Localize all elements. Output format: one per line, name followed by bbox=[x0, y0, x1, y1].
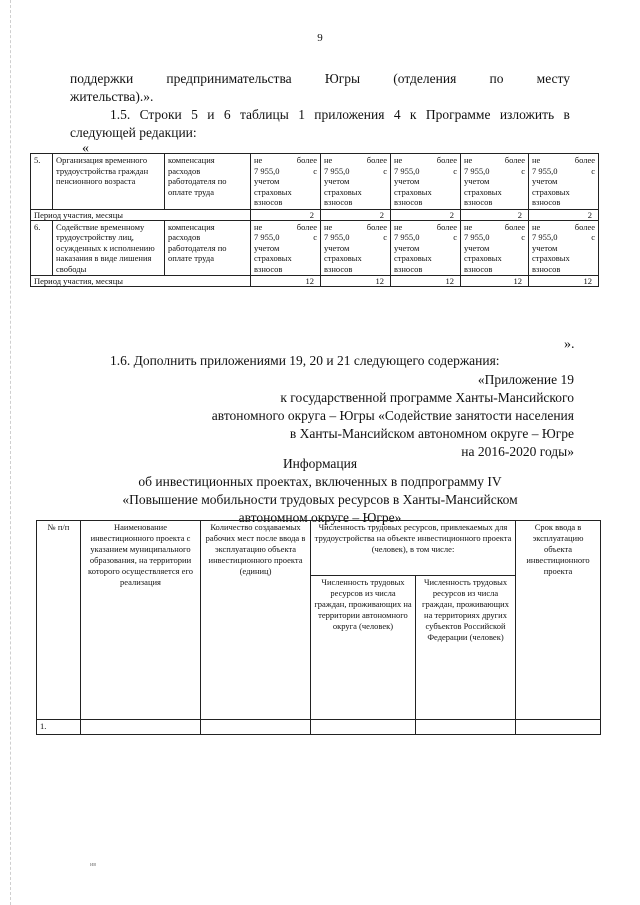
table-row bbox=[37, 720, 601, 735]
table-row bbox=[31, 154, 599, 210]
table-header-row bbox=[37, 521, 601, 576]
footer-stamp: ив bbox=[90, 862, 97, 868]
table-cell bbox=[311, 720, 416, 735]
page-edge bbox=[10, 0, 11, 905]
value-cell: не более 7 955,0 с учетом страховых взносов bbox=[529, 220, 599, 276]
table-cell bbox=[81, 720, 201, 735]
col-workers: Численность трудовых ресурсов, привлекаемых для трудоустройства на объекте инвестиционного проекта (человек), в том числе: bbox=[311, 521, 516, 576]
value-cell: не более 7 955,0 с учетом страховых взносов bbox=[391, 154, 461, 210]
intro-paragraph bbox=[70, 70, 570, 142]
period-row: Период участия, месяцы 12 12 12 12 12 bbox=[31, 276, 599, 287]
intro-line-2: жительства).». bbox=[70, 89, 154, 104]
value-cell: не более 7 955,0 с учетом страховых взносов bbox=[321, 220, 391, 276]
quote-close: ». bbox=[564, 337, 575, 352]
table-cell bbox=[416, 720, 516, 735]
table-row bbox=[31, 220, 599, 276]
value-cell: не более 7 955,0 с учетом страховых взносов bbox=[251, 220, 321, 276]
row-name: Содействие временному трудоустройству лиц, осужденных к исполнению наказания в виде лишения свободы bbox=[53, 220, 165, 276]
intro-line-4: следующей редакции: bbox=[70, 125, 197, 140]
row-number: 5. bbox=[31, 154, 53, 210]
row-measure: компенсация расходов работодателя по оплате труда bbox=[165, 154, 251, 210]
appendix-header: «Приложение 19 к государственной программе Ханты-Мансийского автономного округа – Югры «Содействие занятости населения в Ханты-Мансийском автономном округе – Югре на 2016-2020 годы» bbox=[211, 372, 574, 459]
value-cell: не более 7 955,0 с учетом страховых взносов bbox=[461, 154, 529, 210]
col-workers-local: Численность трудовых ресурсов из числа граждан, проживающих на территории автономного округа (человек) bbox=[311, 576, 416, 720]
col-term: Срок ввода в эксплуатацию объекта инвестиционного проекта bbox=[516, 521, 601, 720]
page-number: 9 bbox=[317, 32, 323, 44]
col-jobs: Количество создаваемых рабочих мест после ввода в эксплуатацию объекта инвестиционного проекта (единиц) bbox=[201, 521, 311, 720]
table-cell bbox=[516, 720, 601, 735]
intro-line-3: 1.5. Строки 5 и 6 таблицы 1 приложения 4 к Программе изложить в bbox=[110, 107, 570, 122]
section-1-6: 1.6. Дополнить приложениями 19, 20 и 21 следующего содержания: bbox=[110, 353, 500, 368]
value-cell: не более 7 955,0 с учетом страховых взносов bbox=[529, 154, 599, 210]
value-cell: не более 7 955,0 с учетом страховых взносов bbox=[461, 220, 529, 276]
col-project-name: Наименование инвестиционного проекта с указанием муниципального образования, на территории которого осуществляется его реализация bbox=[81, 521, 201, 720]
programme-table bbox=[30, 153, 599, 287]
row-measure: компенсация расходов работодателя по оплате труда bbox=[165, 220, 251, 276]
value-cell: не более 7 955,0 с учетом страховых взносов bbox=[391, 220, 461, 276]
period-label: Период участия, месяцы bbox=[31, 209, 251, 220]
row-name: Организация временного трудоустройства граждан пенсионного возраста bbox=[53, 154, 165, 210]
table-cell bbox=[201, 720, 311, 735]
quote-open: « bbox=[82, 141, 89, 156]
intro-line-1: поддержки предпринимательства Югры (отделения по месту bbox=[70, 71, 570, 86]
row-number: 6. bbox=[31, 220, 53, 276]
col-workers-other: Численность трудовых ресурсов из числа граждан, проживающих на территориях других субъектов Российской Федерации (человек) bbox=[416, 576, 516, 720]
value-cell: не более 7 955,0 с учетом страховых взносов bbox=[321, 154, 391, 210]
info-title: Информация об инвестиционных проектах, включенных в подпрограмму IV «Повышение мобильности трудовых ресурсов в Ханты-Мансийском автономном округе – Югре» bbox=[122, 456, 518, 525]
col-num: № п/п bbox=[37, 521, 81, 720]
row-number: 1. bbox=[37, 720, 81, 735]
value-cell: не более 7 955,0 с учетом страховых взносов bbox=[251, 154, 321, 210]
investment-table bbox=[36, 520, 601, 735]
period-row: Период участия, месяцы 2 2 2 2 2 bbox=[31, 209, 599, 220]
period-label: Период участия, месяцы bbox=[31, 276, 251, 287]
